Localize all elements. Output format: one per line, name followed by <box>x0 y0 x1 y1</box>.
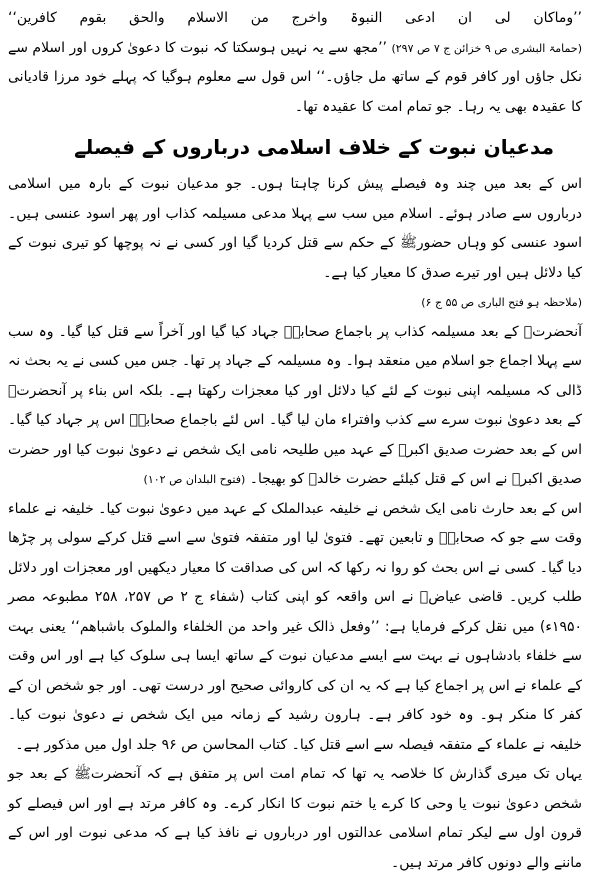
paragraph-2-text: آنحضرتﷺ کے بعد مسیلمہ کذاب پر باجماع صحابہؓ جہاد کیا گیا اور آخراً سے قتل کیا گیا۔ وہ سب سے پہلا اجماع جو اسلام میں منعقد ہوا۔ وہ مسیلمہ کے جہاد پر تھا۔ جس میں کسی نے یہ بحث نہ ڈالی کہ مسیلمہ اپنی نبوت کے لئے کیا دلائل اور کیا معجزات رکھتا ہے۔ بلکہ اس بناء پر آنحضرتﷺ کے بعد دعویٰ نبوت سرے سے کذب وافتراء مان لیا گیا۔ اس لئے باجماع صحابہؓ اس پر جہاد کیا گیا۔ اس کے بعد حضرت صدیق اکبرؓ کے عہد میں طلیحہ نامی ایک شخص نے دعویٰ نبوت کیا اور حضرت صدیق اکبرؓ نے اس کے قتل کیلئے حضرت خالدؓ کو بھیجا۔ <box>8 323 582 487</box>
arabic-quote: ’’وماکان لی ان ادعی النبوۃ واخرج من الاسلام والحق بقوم کافرین‘‘ <box>8 10 582 26</box>
paragraph-3-text: اس کے بعد حارث نامی ایک شخص نے خلیفہ عبدالملک کے عہد میں دعویٰ نبوت کیا۔ خلیفہ نے علماء وقت سے جو کہ صحابہؓ و تابعین تھے۔ فتویٰ لیا اور متفقہ فتویٰ سے اسے قتل کرکے سولی پر چڑھا دیا گیا۔ کسی نے اس بحث کو روا نہ رکھا کہ اس کی صداقت کا معیار دیکھیں اور معجزات اور دلائل طلب کریں۔ قاضی عیاضؒ نے اس واقعہ کو اپنی کتاب (شفاء ج ۲ ص ۲۵۷، ۲۵۸ مطبوعہ مصر ۱۹۵۰ء) میں نقل کرکے فرمایا ہے: ’’وفعل ذالک غیر واحد من الخلفاء والملوک باشباھم‘‘ یعنی بہت سے خلفاء بادشاہوں نے بہت سے ایسے مدعیان نبوت کے ساتھ ایسا ہی سلوک کیا ہے اور اس وقت کے علماء نے اس پر اجماع کیا ہے کہ یہ ان کی کاروائی صحیح اور درست تھی۔ اور جو شخص ان کے کفر کا منکر ہو۔ وہ خود کافر ہے۔ ہارون رشید کے زمانہ میں ایک شخص نے دعویٰ نبوت کیا۔ خلیفہ نے علماء کے متفقہ فیصلہ سے اسے قتل کیا۔ کتاب المحاسن ص ۹۶ جلد اول میں مذکور ہے۔ <box>8 500 582 753</box>
paragraph-3 <box>8 495 582 761</box>
section-heading: مدعیان نبوت کے خلاف اسلامی درباروں کے فیصلے <box>74 135 554 159</box>
paragraph-1-text: اس کے بعد میں چند وہ فیصلے پیش کرنا چاہتا ہوں۔ جو مدعیان نبوت کے بارہ میں اسلامی درباروں سے صادر ہوئے۔ اسلام میں سب سے پہلا مدعی مسیلمہ کذاب اور پھر اسود عنسی ہیں۔ اسود عنسی کو وہاں حضورﷺ کے حکم سے قتل کردیا گیا اور کسی نے نہ پوچھا کو تیری نبوت کے کیا دلائل ہیں اور تیرے صدق کا معیار کیا ہے۔ <box>8 176 582 281</box>
reference-futuh-al-buldan: (فتوح البلدان ص ۱۰۲) <box>143 473 246 486</box>
paragraph-1 <box>8 170 582 318</box>
paragraph-4 <box>8 760 582 878</box>
reference-hamamat-al-bushra: (حمامۃ البشری ص ۹ خزائن ج ۷ ص ۲۹۷) <box>391 41 582 55</box>
opening-paragraph-text: ’’مجھ سے یہ نہیں ہوسکتا کہ نبوت کا دعویٰ کروں اور اسلام سے نکل جاؤں اور کافر قوم کے ساتھ مل جاؤں۔‘‘ اس قول سے معلوم ہوگیا کہ پہلے خود مرزا قادیانی کا عقیدہ بھی یہ رہا۔ جو تمام امت کا عقیدہ تھا۔ <box>8 39 582 115</box>
opening-paragraph <box>8 4 582 122</box>
reference-fath-al-bari: (ملاحظہ ہو فتح الباری ص ۵۵ ج ۶) <box>421 296 582 309</box>
paragraph-4-text: یہاں تک میری گذارش کا خلاصہ یہ تھا کہ تمام امت اس پر متفق ہے کہ آنحضرتﷺ کے بعد جو شخص دعویٰ نبوت یا وحی کا کرے یا ختم نبوت کا انکار کرے۔ وہ کافر مرتد ہے اور اس فیصلے کو قرون اول سے لیکر تمام اسلامی عدالتوں اور درباروں نے نافذ کیا ہے کہ مدعی نبوت اور اس کے ماننے والے دونوں کافر مرتد ہیں۔ <box>8 766 582 871</box>
paragraph-2 <box>8 318 582 495</box>
